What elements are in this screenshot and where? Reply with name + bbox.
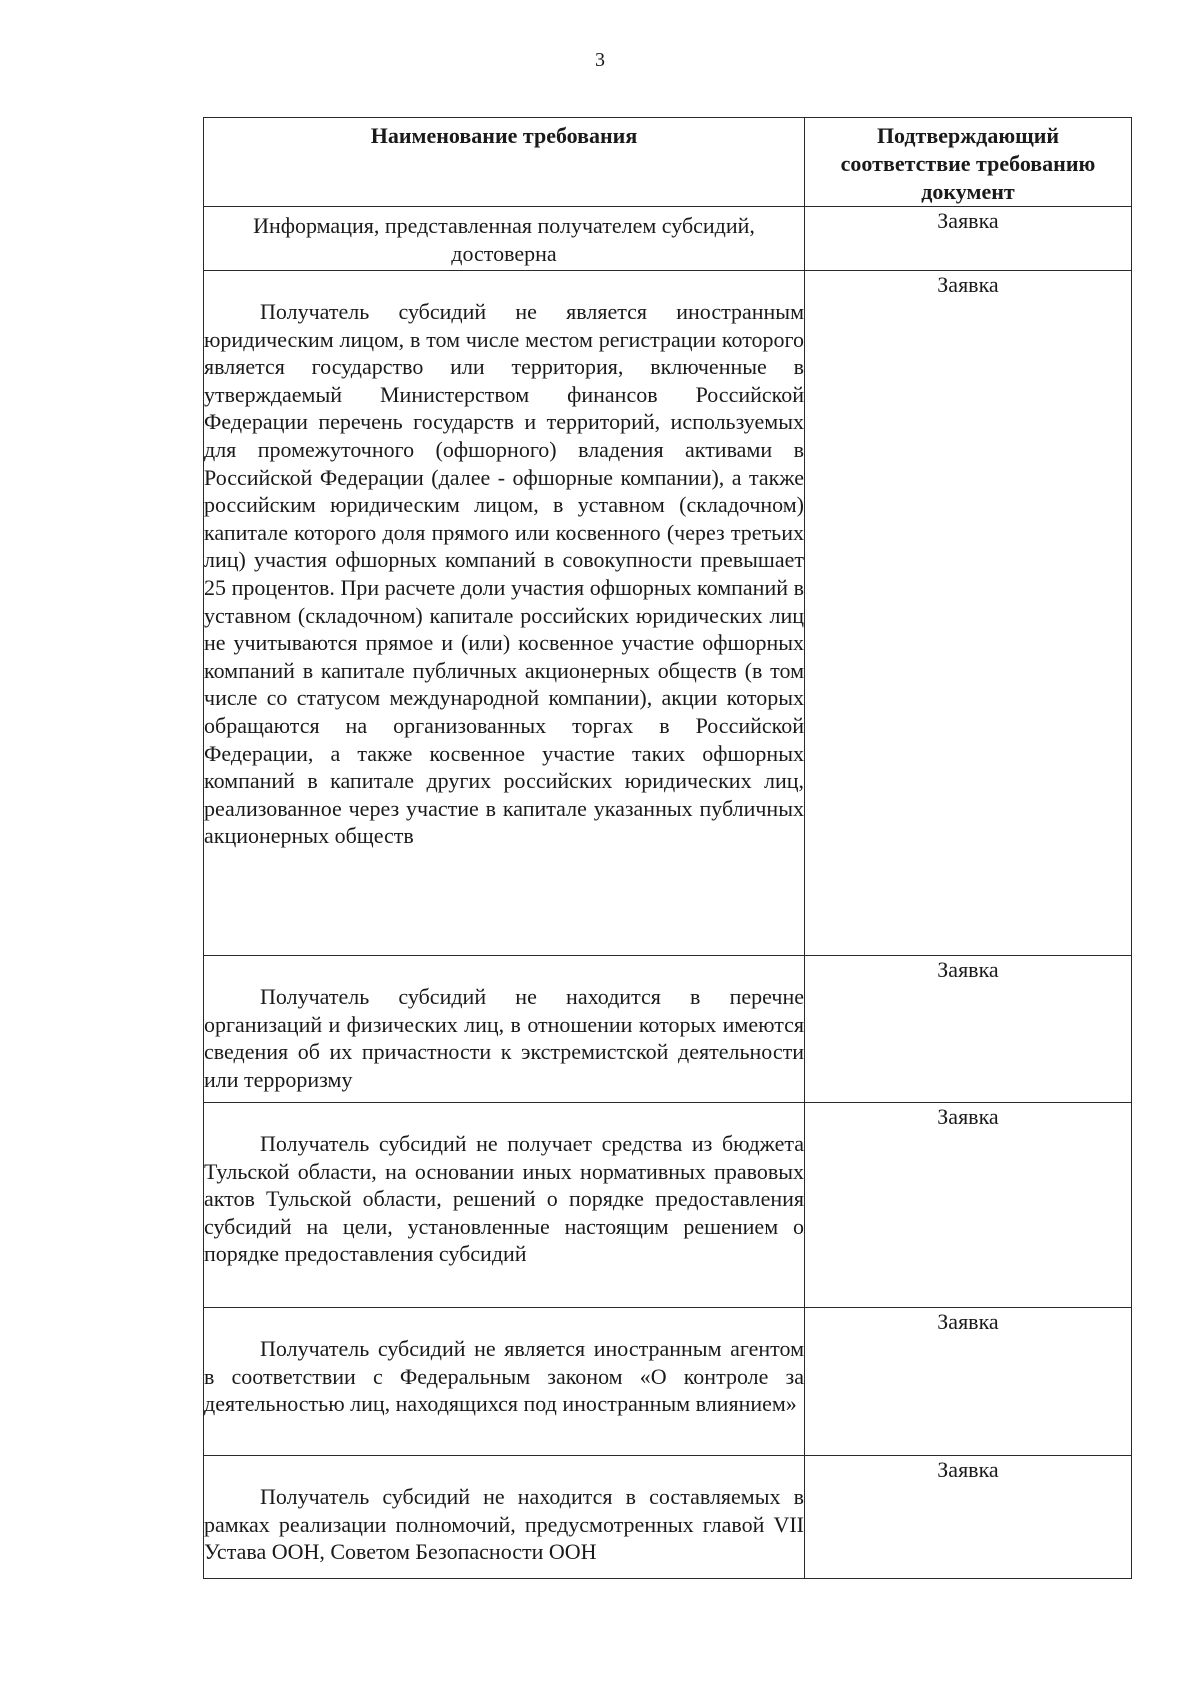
table-row <box>204 1103 1132 1308</box>
requirement-text: Получатель субсидий не является иностранным юридическим лицом, в том числе местом регистрации которого является государство или территория, включенные в утверждаемый Министерством финансов Российской Федерации перечень государств и территорий, используемых для промежуточного (офшорного) владения активами в Российской Федерации (далее - офшорные компании), а также российским юридическим лицом, в уставном (складочном) капитале которого доля прямого или косвенного (через третьих лиц) участия офшорных компаний в совокупности превышает 25 процентов. При расчете доли участия офшорных компаний в уставном (складочном) капитале российских юридических лиц не учитываются прямое и (или) косвенное участие офшорных компаний в капитале публичных акционерных обществ (в том числе со статусом международной компании), акции которых обращаются на организованных торгах в Российской Федерации, а также косвенное участие таких офшорных компаний в капитале других российских юридических лиц, реализованное через участие в капитале указанных публичных акционерных обществ <box>204 299 804 849</box>
requirement-cell <box>204 1308 805 1456</box>
requirement-cell <box>204 1456 805 1579</box>
table-row <box>204 1456 1132 1579</box>
document-cell: Заявка <box>805 207 1132 271</box>
requirement-cell <box>204 956 805 1103</box>
requirement-text: Получатель субсидий не является иностранным агентом в соответствии с Федеральным законом «О контроле за деятельностью лиц, находящихся под иностранным влиянием» <box>204 1336 804 1417</box>
document-cell: Заявка <box>805 956 1132 1103</box>
document-cell: Заявка <box>805 1308 1132 1456</box>
requirement-cell <box>204 1103 805 1308</box>
requirement-cell: Информация, представленная получателем субсидий, достоверна <box>204 207 805 271</box>
document-cell: Заявка <box>805 1103 1132 1308</box>
document-cell: Заявка <box>805 271 1132 956</box>
header-requirement-name: Наименование требования <box>204 118 805 207</box>
table-header-row <box>204 118 1132 207</box>
table-row <box>204 1308 1132 1456</box>
requirement-text: Получатель субсидий не находится в перечне организаций и физических лиц, в отношении которых имеются сведения об их причастности к экстремистской деятельности или терроризму <box>204 984 804 1092</box>
page-number: 3 <box>595 49 605 71</box>
document-cell: Заявка <box>805 1456 1132 1579</box>
requirement-text: Получатель субсидий не получает средства из бюджета Тульской области, на основании иных нормативных правовых актов Тульской области, решений о порядке предоставления субсидий на цели, установленные настоящим решением о порядке предоставления субсидий <box>204 1131 804 1267</box>
table-row <box>204 207 1132 271</box>
requirements-table <box>203 117 1132 1579</box>
table-row <box>204 271 1132 956</box>
requirement-text: Получатель субсидий не находится в составляемых в рамках реализации полномочий, предусмотренных главой VII Устава ООН, Советом Безопасности ООН <box>204 1484 804 1565</box>
table-row <box>204 956 1132 1103</box>
requirement-cell <box>204 271 805 956</box>
header-confirming-document: Подтверждающий соответствие требованию документ <box>805 118 1132 207</box>
